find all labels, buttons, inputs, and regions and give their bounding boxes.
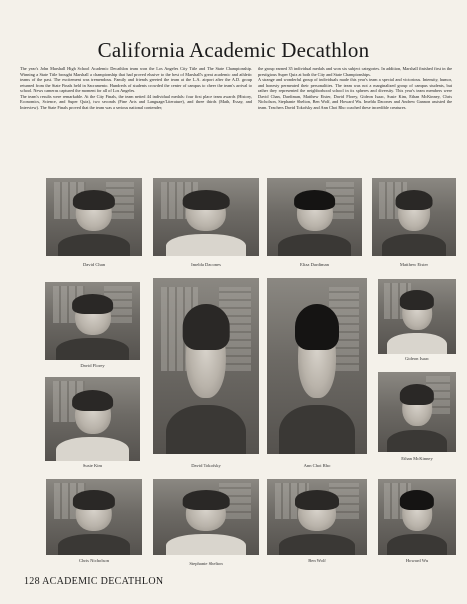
portrait-photo <box>267 278 367 454</box>
portrait-photo <box>46 479 142 555</box>
portrait-photo <box>378 479 456 555</box>
portrait-caption: David Florey <box>80 363 105 368</box>
portrait-caption: Ethan McKinney <box>401 456 433 461</box>
portrait-caption: Matthew Eister <box>399 262 429 267</box>
portrait-photo <box>372 178 456 256</box>
portrait-caption: Chris Nicholson <box>79 558 109 563</box>
article-column-left: The year's John Marshall High School Academic Decathlon team won the Los Angeles City Title and The State Championship. Winning a State Title brought Marshall a championship that had proved elusive to the best of Marshall's great academic and athletic teams of the past. The excitement was tremendous. Family and friends greeted the team at the L.A. airport after the A.D. group returned from the State Finals held in Sacramento. Hundreds of students crowded the center of campus to cheer the team's arrival to school. News cameras captured the moment for all of Los Angeles. The team's results were remarkable. At the City Finals, the team netted 44 individual medals: four first place team awards (History, Economics, Science, and Super Quiz), two seconds (Fine Arts and Language/Literature), and three thirds (Math, Essay, and Interview). The State Finals proved that the team was a serious national contender; <box>20 66 252 110</box>
article-column-right: the group earned 35 individual medals and won six subject categories. In addition, Marshall finished first in the prestigious Super Quiz at both the City and State Championships. A strange and wonderful group of individuals made this year's team a special and victorious. Intensity, humor, and honesty permeated their personalities. The team was not a marginalized group of campus students, but rather they represented the neighborhood school in its spheres and diversity. This year's team members were David Chan, Dardiman, Matthew Eister, David Florey, Gideon Isaac, Susie Kim, Ethan McKinney, Chris Nicholson, Stephanie Shelton, Ben Wolf, and Howard Wu. Imelda Dacones and Andrew Gannon assisted the team. Teachers David Tokofsky and Ann Choi Rho coached these incredible creatures. <box>258 66 452 110</box>
portrait-photo <box>46 178 142 256</box>
portrait-photo <box>378 372 456 452</box>
portrait-photo <box>153 178 259 256</box>
portrait-photo <box>153 278 259 454</box>
portrait-photo <box>153 479 259 555</box>
portrait-caption: Imelda Dacones <box>191 262 221 267</box>
portrait-caption: Ben Wolf <box>308 558 326 563</box>
portrait-caption: Ann Choi Rho <box>303 463 331 468</box>
portrait-caption: Stephanie Shelton <box>189 561 223 566</box>
portrait-caption: David Tokofsky <box>191 463 221 468</box>
portrait-photo <box>267 178 362 256</box>
portrait-caption: Eliza Dardiman <box>300 262 329 267</box>
portrait-photo <box>378 279 456 354</box>
portrait-caption: David Chan <box>82 262 106 267</box>
portrait-caption: Gideon Isaac <box>404 356 430 361</box>
portrait-photo <box>267 479 367 555</box>
portrait-caption: Susie Kim <box>82 463 103 468</box>
page-title: California Academic Decathlon <box>97 38 370 62</box>
portrait-photo <box>45 377 140 461</box>
portrait-caption: Howard Wu <box>405 558 429 563</box>
page-footer: 128 ACADEMIC DECATHLON <box>24 576 164 587</box>
portrait-photo <box>45 282 140 360</box>
